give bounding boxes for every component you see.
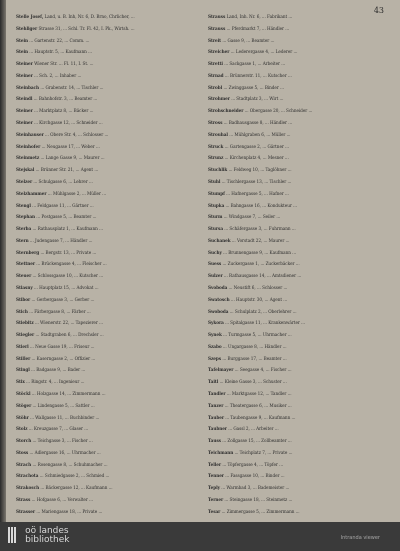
- entry-text: ... Kirchgasse 12, ... Schneider ...: [34, 120, 103, 126]
- entry-text: ... Bergstr. 13, ... Private ...: [40, 249, 97, 255]
- entry-name: Stelzer: [16, 178, 33, 184]
- entry-text: ... Rathausplatz 1, ... Kaufmann ...: [32, 226, 103, 232]
- entry-text: ... Zwinggasse 5, ... Binder ...: [223, 84, 284, 90]
- entry-name: Strasser: [16, 508, 36, 514]
- entry-name: Steinhauser: [16, 131, 44, 137]
- entry-name: Stöhr: [16, 414, 29, 420]
- directory-entry: [208, 250, 384, 261]
- entry-name: Stiller: [16, 355, 31, 361]
- entry-text: ... Neue Gasse 19, ... Friseur ...: [30, 343, 95, 349]
- directory-entry: [16, 250, 192, 261]
- entry-text: ... Grabenstr. 14, ... Tischler ...: [40, 84, 104, 90]
- entry-name: Tafelmayer: [208, 367, 234, 373]
- directory-entry: [208, 203, 384, 214]
- directory-entry: [16, 73, 192, 84]
- entry-text: ... Kirchenplatz 4, ... Mesner ...: [224, 155, 289, 161]
- directory-entry: [208, 120, 384, 131]
- entry-text: Wiener Str. ... Fl. 11, I. St. ...: [34, 61, 94, 67]
- entry-text: ... Badhausgasse 8, ... Händler ...: [223, 120, 293, 126]
- directory-entry: [16, 191, 192, 202]
- directory-entry: [16, 49, 192, 60]
- directory-entry: [208, 191, 384, 202]
- directory-entry: [16, 132, 192, 143]
- library-logo[interactable]: [8, 527, 70, 546]
- entry-text: ... Gartenstr. 22, ... Comm. ...: [29, 37, 90, 43]
- logo-text-line1: oö landes: [25, 526, 69, 536]
- directory-entry: [208, 485, 384, 496]
- entry-text: ... Turmgasse 5, ... Uhrmacher ...: [223, 332, 292, 338]
- entry-text: ... Hauptstr. 5, ... Kaufmann ...: [29, 49, 92, 55]
- entry-text: ... Zuckergasse 1, ... Zuckerbäcker ...: [222, 261, 300, 267]
- entry-name: Terner: [208, 497, 224, 503]
- left-column: [16, 14, 192, 521]
- entry-text: ... Gasse 9, ... Beamter ...: [222, 37, 275, 43]
- entry-text: ... Gartengasse 2, ... Gärtner ...: [224, 143, 289, 149]
- directory-entry: [16, 144, 192, 155]
- directory-entry: [208, 14, 384, 25]
- directory-entry: [208, 96, 384, 107]
- directory-entry: [16, 450, 192, 461]
- entry-name: Strass: [16, 497, 31, 503]
- entry-text: Land, Inh. Nr. 6, ... Fabrikant ...: [226, 14, 293, 19]
- entry-name: Suess: [208, 261, 222, 267]
- directory-entry: [208, 332, 384, 343]
- directory-entry: [16, 462, 192, 473]
- entry-name: Stumpf: [208, 190, 225, 196]
- directory-entry: [208, 509, 384, 520]
- entry-name: Stephan: [16, 214, 36, 220]
- entry-text: ... Lindengasse 5, ... Sattler ...: [32, 402, 95, 408]
- entry-text: ... Pferdmarkt 7, ... Händler ...: [226, 25, 290, 31]
- entry-name: Strohschneider: [208, 108, 244, 114]
- entry-name: Stiebitz: [16, 320, 34, 326]
- directory-entry: [16, 167, 192, 178]
- entry-name: Stursa: [208, 226, 223, 232]
- directory-entry: [16, 403, 192, 414]
- directory-entry: [16, 26, 192, 37]
- entry-text: ... Badgasse 9, ... Bader ...: [31, 367, 86, 373]
- entry-name: Sykora: [208, 320, 224, 326]
- entry-text: ... Ungargasse 8, ... Händler ...: [222, 343, 287, 349]
- directory-entry: [16, 485, 192, 496]
- entry-name: Stengl: [16, 202, 31, 208]
- entry-text: ... Feldweg 10, ... Taglöhner ...: [228, 167, 292, 173]
- entry-name: Tauss: [208, 438, 221, 444]
- directory-entry: [208, 462, 384, 473]
- entry-name: Steiner: [16, 61, 33, 67]
- entry-text: ... Teichgasse 3, ... Fischer ...: [32, 438, 93, 444]
- viewer-label[interactable]: Intranda viewer: [340, 535, 380, 541]
- directory-entry: [208, 285, 384, 296]
- entry-text: ... Rosengasse 8, ... Schuhmacher ...: [32, 461, 108, 467]
- entry-name: Sturm: [208, 214, 223, 220]
- entry-name: Suchy: [208, 249, 222, 255]
- entry-text: ... Seegasse 4, ... Fischer ...: [234, 367, 292, 373]
- entry-name: Strauss: [208, 25, 226, 31]
- directory-entry: [208, 144, 384, 155]
- directory-entry: [208, 403, 384, 414]
- entry-text: ... Mariengasse 18, ... Private ...: [36, 508, 103, 514]
- entry-text: ... Sackgasse 1, ... Arbeiter ...: [224, 61, 286, 67]
- entry-text: ... Spitalgasse 11, ... Krankenwärter ...: [225, 320, 305, 326]
- entry-text: ... Rathausgasse 14, ... Amtsdiener ...: [223, 273, 302, 279]
- page-number: 43: [373, 6, 384, 15]
- entry-name: Szeps: [208, 355, 222, 361]
- entry-text: ... Kreuzgasse 7, ... Glaser ...: [28, 426, 89, 432]
- entry-text: ... Schulplatz 2, ... Oberlehrer ...: [229, 308, 297, 314]
- entry-text: ... Bäckergasse 12, ... Kaufmann ...: [40, 485, 113, 491]
- entry-name: Stettner: [16, 261, 36, 267]
- entry-name: Sternberg: [16, 249, 40, 255]
- entry-text: ... Schlossgasse 10, ... Kutscher ...: [32, 273, 104, 279]
- entry-text: ... Marktplatz 8, ... Bäcker ...: [34, 108, 94, 114]
- entry-name: Stretti: [208, 61, 223, 67]
- entry-name: Taubner: [208, 426, 227, 432]
- directory-entry: [16, 509, 192, 520]
- entry-name: Tenner: [208, 473, 224, 479]
- entry-name: Synek: [208, 332, 222, 338]
- entry-text: ... Neugasse 17, ... Weber ...: [41, 143, 100, 149]
- entry-name: Sulzer: [208, 273, 223, 279]
- entry-name: Suchanek: [208, 237, 231, 243]
- directory-entry: [16, 14, 192, 25]
- entry-name: Stingl: [16, 367, 30, 373]
- directory-entry: [208, 85, 384, 96]
- directory-entry: [16, 155, 192, 166]
- entry-name: Steiner: [16, 120, 33, 126]
- entry-text: ... Marktgasse 12, ... Tandler ...: [226, 391, 292, 396]
- entry-text: ... Burggasse 17, ... Beamter ...: [222, 355, 287, 361]
- directory-entry: [208, 214, 384, 225]
- entry-text: ... Teichplatz 7, ... Private ...: [234, 449, 293, 455]
- entry-name: Teply: [208, 485, 221, 491]
- entry-name: Strobl: [208, 84, 223, 90]
- directory-entry: [16, 214, 192, 225]
- entry-name: Stix: [16, 379, 25, 385]
- directory-entry: [16, 332, 192, 343]
- directory-entry: [208, 226, 384, 237]
- entry-name: Stolz: [16, 426, 28, 432]
- directory-entry: [208, 438, 384, 449]
- entry-name: Stejskal: [16, 167, 35, 173]
- entry-name: Strakosch: [16, 485, 40, 491]
- directory-entry: [16, 379, 192, 390]
- entry-name: Teichmann: [208, 449, 234, 455]
- entry-text: ... Töpfergasse 4, ... Töpfer ...: [222, 461, 284, 467]
- entry-text: ... Hafnergasse 5, ... Hafner ...: [226, 190, 289, 196]
- entry-name: Stiasny: [16, 284, 33, 290]
- directory-entry: [16, 426, 192, 437]
- entry-text: ... Fassgasse 10, ... Binder ...: [225, 473, 285, 479]
- entry-text: ... Schmiedgasse 2, ... Schmied ...: [39, 473, 110, 479]
- directory-entry: [208, 273, 384, 284]
- logo-text-line2: bibliothek: [25, 535, 70, 545]
- entry-name: Sterba: [16, 226, 32, 232]
- directory-entry: [16, 96, 192, 107]
- directory-entry: [16, 108, 192, 119]
- directory-entry: [208, 391, 384, 402]
- entry-name: Stelle Josef,: [16, 14, 44, 19]
- entry-text: ... Schäfergasse 3, ... Fuhrmann ...: [224, 226, 296, 232]
- directory-entry: [16, 203, 192, 214]
- entry-text: ... Bahnhofstr. 3, ... Beamter ...: [33, 96, 98, 102]
- entry-name: Streit: [208, 37, 222, 43]
- directory-entry: [208, 497, 384, 508]
- entry-name: Steinbach: [16, 84, 40, 90]
- entry-text: ... Judengasse 7, ... Händler ...: [29, 237, 93, 243]
- directory-entry: [208, 426, 384, 437]
- directory-entry: [16, 120, 192, 131]
- entry-text: ... Wallgasse 11, ... Buchbinder ...: [30, 414, 100, 420]
- entry-text: ... Bahngasse 16, ... Kondukteur ...: [225, 202, 297, 208]
- entry-name: Strunz: [208, 155, 224, 161]
- entry-text: ... Feldgasse 11, ... Gärtner ...: [32, 202, 94, 208]
- directory-entry: [16, 179, 192, 190]
- directory-entry: [16, 61, 192, 72]
- entry-name: Tauber: [208, 414, 224, 420]
- entry-text: ... Wienerstr. 22, ... Tapezierer ...: [34, 320, 103, 326]
- entry-text: Land, u. B. Inh, Nr. 6, D. Brno, Chrlicher, ...: [44, 14, 135, 19]
- directory-entry: [16, 438, 192, 449]
- entry-name: Stelzhammer: [16, 190, 47, 196]
- entry-text: ... Hauptplatz 15, ... Advokat ...: [34, 284, 99, 290]
- directory-entry: [16, 320, 192, 331]
- entry-text: ... Kaserngasse 2, ... Offizier ...: [31, 355, 96, 361]
- entry-name: Strachota: [16, 473, 39, 479]
- entry-text: ... Lederergasse 4, ... Lederer ...: [230, 49, 298, 55]
- entry-text: ... Windgasse 7, ... Seiler ...: [223, 214, 281, 220]
- directory-entry: [208, 367, 384, 378]
- entry-name: Strohmer: [208, 96, 230, 102]
- directory-entry: [16, 415, 192, 426]
- entry-text: ... Lange Gasse 9, ... Maurer ...: [40, 155, 105, 161]
- directory-entry: [16, 344, 192, 355]
- directory-entry: [16, 261, 192, 272]
- entry-text: ... Zollgasse 15, ... Zollbeamter ...: [222, 438, 292, 444]
- right-column: [208, 14, 384, 521]
- entry-name: Stöger: [16, 402, 32, 408]
- entry-text: ... Vorstadt 22, ... Maurer ...: [231, 237, 290, 243]
- entry-name: Stein: [16, 49, 29, 55]
- entry-text: ... Stadtplatz 3, ... Wirt ...: [231, 96, 284, 102]
- entry-name: Steindl: [16, 96, 33, 102]
- entry-text: ... Brunnengasse 9, ... Kaufmann ...: [223, 249, 297, 255]
- directory-entry: [208, 309, 384, 320]
- entry-name: Stich: [16, 308, 28, 314]
- directory-entry: [208, 49, 384, 60]
- directory-entry: [16, 391, 192, 402]
- directory-entry: [208, 473, 384, 484]
- directory-entry: [208, 356, 384, 367]
- entry-name: Tanzer: [208, 402, 224, 408]
- directory-entry: [16, 356, 192, 367]
- directory-entry: [208, 450, 384, 461]
- entry-text: ... Kleine Gasse 3, ... Schuster ...: [219, 379, 287, 385]
- directory-entry: [208, 155, 384, 166]
- entry-name: Stöckl: [16, 391, 31, 396]
- entry-text: ... Steingasse 18, ... Steinmetz ...: [224, 497, 293, 503]
- entry-text: ... Mühlgraben 6, ... Müller ...: [229, 131, 291, 137]
- entry-name: Stuchlik: [208, 167, 228, 173]
- entry-text: ... Färbergasse 8, ... Färber ...: [29, 308, 91, 314]
- entry-name: Streicher: [208, 49, 230, 55]
- entry-text: ... Schulgasse 6, ... Lehrer ...: [33, 178, 93, 184]
- entry-text: ... Gassl 2, ... Arbeiter ...: [228, 426, 279, 432]
- directory-entry: [208, 179, 384, 190]
- entry-text: ... Ringstr. 4, ... Ingenieur ...: [26, 379, 85, 385]
- entry-name: Stehliger: [16, 25, 38, 31]
- directory-entry: [208, 415, 384, 426]
- entry-name: Tesar: [208, 508, 221, 514]
- entry-name: Stibor: [16, 296, 31, 302]
- directory-entry: [16, 497, 192, 508]
- entry-name: Stiegler: [16, 332, 35, 338]
- entry-text: ... Taubengasse 9, ... Kaufmann ...: [225, 414, 296, 420]
- directory-entry: [208, 26, 384, 37]
- directory-entry: [208, 61, 384, 72]
- entry-text: ... Gerbergasse 3, ... Gerber ...: [31, 296, 95, 302]
- entry-text: ... Hofgasse 6, ... Verwalter ...: [31, 497, 93, 503]
- entry-name: Szabo: [208, 343, 222, 349]
- entry-text: ... Brückengasse 4, ... Fleischer ...: [36, 261, 107, 267]
- entry-text: ... Tischlergasse 13, ... Tischler ...: [221, 178, 292, 184]
- directory-entry: [208, 132, 384, 143]
- directory-entry: [16, 367, 192, 378]
- directory-entry: [16, 297, 192, 308]
- directory-entry: [16, 273, 192, 284]
- directory-entry: [208, 320, 384, 331]
- entry-name: Svoboda: [208, 284, 228, 290]
- directory-entry: [208, 379, 384, 390]
- entry-name: Storch: [16, 438, 32, 444]
- entry-name: Struck: [208, 143, 224, 149]
- entry-text: ... Adlergasse 16, ... Uhrmacher ...: [29, 449, 101, 455]
- entry-name: Swatosch: [208, 296, 230, 302]
- entry-name: Stuhl: [208, 178, 221, 184]
- directory-entry: [208, 73, 384, 84]
- entry-text: ... Hauptstr. 30, ... Agent ...: [230, 296, 288, 302]
- entry-text: ... Obergasse 20, ... Schneider ...: [244, 108, 313, 114]
- entry-name: Tandler: [208, 391, 226, 396]
- entry-name: Strouhal: [208, 131, 228, 137]
- entry-name: Strauss: [208, 14, 226, 19]
- entry-text: ... Brünner Str. 21, ... Agent ...: [35, 167, 99, 173]
- entry-name: Steuer: [16, 273, 32, 279]
- directory-entry: [208, 108, 384, 119]
- entry-name: Stein: [16, 37, 29, 43]
- directory-entry: [208, 38, 384, 49]
- directory-entry: [16, 85, 192, 96]
- entry-text: ... Postgasse 5, ... Beamter ...: [36, 214, 97, 220]
- directory-entry: [16, 226, 192, 237]
- directory-entry: [208, 167, 384, 178]
- directory-entry: [16, 285, 192, 296]
- directory-entry: [16, 38, 192, 49]
- entry-text: Strasse 31, ... Schl. Tr. Fl. 42, I. Pk., Wirtsh. ...: [38, 25, 135, 31]
- directory-entry: [208, 261, 384, 272]
- entry-name: Steiner: [16, 108, 33, 114]
- entry-text: ... Stadtgraben 6, ... Drechsler ...: [35, 332, 104, 338]
- entry-text: ... Brünnerstr. 11, ... Kutscher ...: [224, 72, 292, 78]
- entry-name: Strnad: [208, 72, 224, 78]
- entry-name: Stoss: [16, 449, 29, 455]
- directory-entry: [208, 238, 384, 249]
- entry-name: Taitl: [208, 379, 219, 385]
- entry-name: Stierl: [16, 343, 29, 349]
- entry-text: ... Zimmergasse 5, ... Zimmermann ...: [221, 508, 300, 514]
- entry-text: ... Obere Str. 4, ... Schlosser ...: [45, 131, 109, 137]
- entry-name: Stern: [16, 237, 29, 243]
- entry-text: ... Theatergasse 6, ... Musiker ...: [224, 402, 292, 408]
- entry-name: Strach: [16, 461, 32, 467]
- entry-name: Stupka: [208, 202, 225, 208]
- entry-text: ... Mühlgasse 2, ... Müller ...: [47, 190, 107, 196]
- entry-name: Stross: [208, 120, 223, 126]
- directory-entry: [208, 344, 384, 355]
- entry-text: ... Warmbad 3, ... Bademeister ...: [221, 485, 290, 491]
- entry-name: Swoboda: [208, 308, 229, 314]
- directory-entry: [16, 473, 192, 484]
- entry-name: Teller: [208, 461, 222, 467]
- entry-text: ... Sch. 2, ... Inhaber ...: [34, 72, 82, 78]
- entry-name: Steinmetz: [16, 155, 40, 161]
- entry-name: Steiner: [16, 72, 33, 78]
- entry-text: ... Holzgasse 14, ... Zimmermann ...: [31, 391, 106, 396]
- library-logo-icon: [8, 527, 18, 543]
- directory-entry: [16, 309, 192, 320]
- entry-name: Steinhofer: [16, 143, 41, 149]
- directory-entry: [208, 297, 384, 308]
- directory-entry: [16, 238, 192, 249]
- entry-text: ... Neustift 6, ... Schlosser ...: [228, 284, 288, 290]
